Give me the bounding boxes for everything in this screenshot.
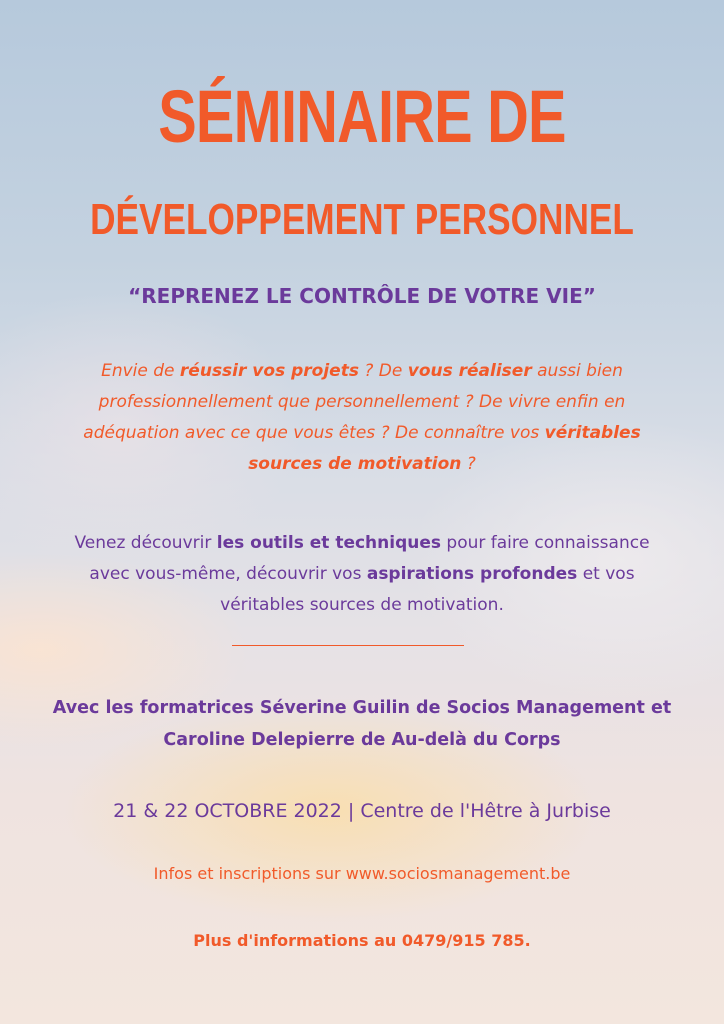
body-text-3: et vos véritables sources de motivation. bbox=[220, 564, 635, 615]
intro-text-1: Envie de bbox=[101, 361, 180, 381]
title-line-2: DÉVELOPPEMENT PERSONNEL bbox=[90, 195, 634, 244]
title-line-1: SÉMINAIRE DE bbox=[158, 75, 566, 158]
phone-info: Plus d'informations au 0479/915 785. bbox=[193, 931, 531, 950]
intro-bold-3: véritables sources de motivation bbox=[248, 423, 641, 474]
intro-paragraph bbox=[58, 356, 666, 480]
intro-bold-1: réussir vos projets bbox=[179, 361, 359, 381]
body-text-2: pour faire connaissance avec vous-même, découvrir vos bbox=[89, 533, 650, 584]
intro-bold-2: vous réaliser bbox=[407, 361, 532, 381]
intro-text-4: ? bbox=[461, 454, 476, 474]
date-location: 21 & 22 OCTOBRE 2022 | Centre de l'Hêtre à Jurbise bbox=[113, 800, 611, 822]
infos-website: Infos et inscriptions sur www.sociosmanagement.be bbox=[153, 864, 571, 883]
intro-text-2: ? De bbox=[358, 361, 408, 381]
tagline: “REPRENEZ LE CONTRÔLE DE VOTRE VIE” bbox=[128, 284, 596, 308]
divider-line bbox=[232, 645, 464, 646]
body-paragraph bbox=[58, 528, 666, 621]
trainers-text: Avec les formatrices Séverine Guilin de Socios Management et Caroline Delepierre de Au-delà du Corps bbox=[52, 698, 672, 750]
body-text-1: Venez découvrir bbox=[74, 533, 217, 553]
body-bold-2: aspirations profondes bbox=[366, 564, 578, 584]
body-bold-1: les outils et techniques bbox=[216, 533, 442, 553]
intro-text-3: aussi bien professionnellement que personnellement ? De vivre enfin en adéquation avec ce que vous êtes ? De connaître vos bbox=[83, 361, 626, 443]
